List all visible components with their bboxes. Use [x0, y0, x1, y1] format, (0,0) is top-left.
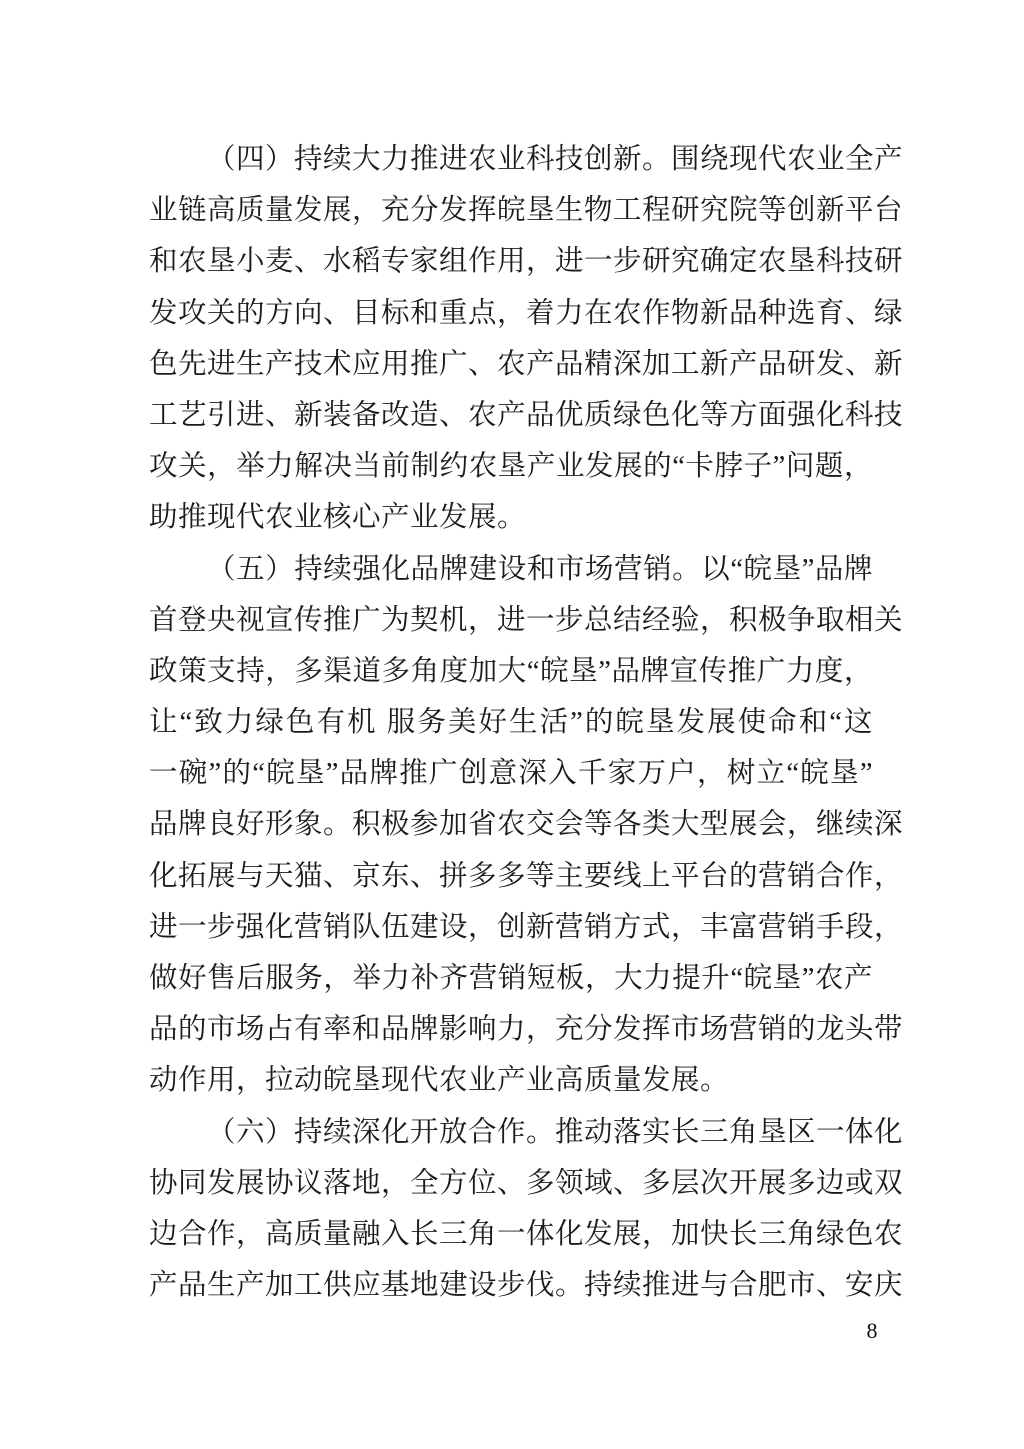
- text-line: 发攻关的方向、目标和重点，着力在农作物新品种选育、绿: [149, 297, 904, 329]
- text-line: 政策支持，多渠道多角度加大“皖垦”品牌宣传推广力度，: [149, 655, 873, 687]
- text-line: 工艺引进、新装备改造、农产品优质绿色化等方面强化科技: [149, 399, 904, 431]
- text-line: 首登央视宣传推广为契机，进一步总结经验，积极争取相关: [149, 604, 904, 636]
- text-line: 和农垦小麦、水稻专家组作用，进一步研究确定农垦科技研: [149, 246, 904, 278]
- text-line: （六）持续深化开放合作。推动落实长三角垦区一体化: [207, 1116, 904, 1148]
- text-line: 让“致力绿色有机 服务美好生活”的皖垦发展使命和“这: [149, 707, 873, 739]
- text-line: （四）持续大力推进农业科技创新。围绕现代农业全产: [207, 144, 904, 175]
- text-line: 色先进生产技术应用推广、农产品精深加工新产品研发、新: [149, 348, 904, 380]
- text-line: 品牌良好形象。积极参加省农交会等各类大型展会，继续深: [149, 809, 904, 841]
- text-line: 产品生产加工供应基地建设步伐。持续推进与合肥市、安庆: [149, 1270, 904, 1302]
- text-line: 边合作，高质量融入长三角一体化发展，加快长三角绿色农: [149, 1218, 904, 1250]
- text-line: 做好售后服务，举力补齐营销短板，大力提升“皖垦”农产: [149, 963, 873, 994]
- text-line: 业链高质量发展，充分发挥皖垦生物工程研究院等创新平台: [149, 195, 904, 227]
- text-line: 化拓展与天猫、京东、拼多多等主要线上平台的营销合作，: [149, 860, 904, 892]
- text-line: 动作用，拉动皖垦现代农业产业高质量发展。: [149, 1065, 730, 1097]
- text-line: 协同发展协议落地，全方位、多领域、多层次开展多边或双: [149, 1167, 904, 1199]
- text-line: 进一步强化营销队伍建设，创新营销方式，丰富营销手段，: [149, 911, 904, 943]
- text-line: 攻关，举力解决当前制约农垦产业发展的“卡脖子”问题，: [149, 451, 873, 483]
- paragraph-section-6: [149, 1107, 904, 1312]
- document-body: [149, 134, 904, 1311]
- text-line: 品的市场占有率和品牌影响力，充分发挥市场营销的龙头带: [149, 1014, 904, 1046]
- text-line: 一碗”的“皖垦”品牌推广创意深入千家万户，树立“皖垦”: [149, 758, 873, 790]
- page-number: 8: [866, 1318, 878, 1343]
- text-line: 助推现代农业核心产业发展。: [149, 502, 527, 534]
- text-line: （五）持续强化品牌建设和市场营销。以“皖垦”品牌: [207, 553, 873, 585]
- paragraph-section-5: [149, 544, 904, 1107]
- paragraph-section-4: [149, 134, 904, 544]
